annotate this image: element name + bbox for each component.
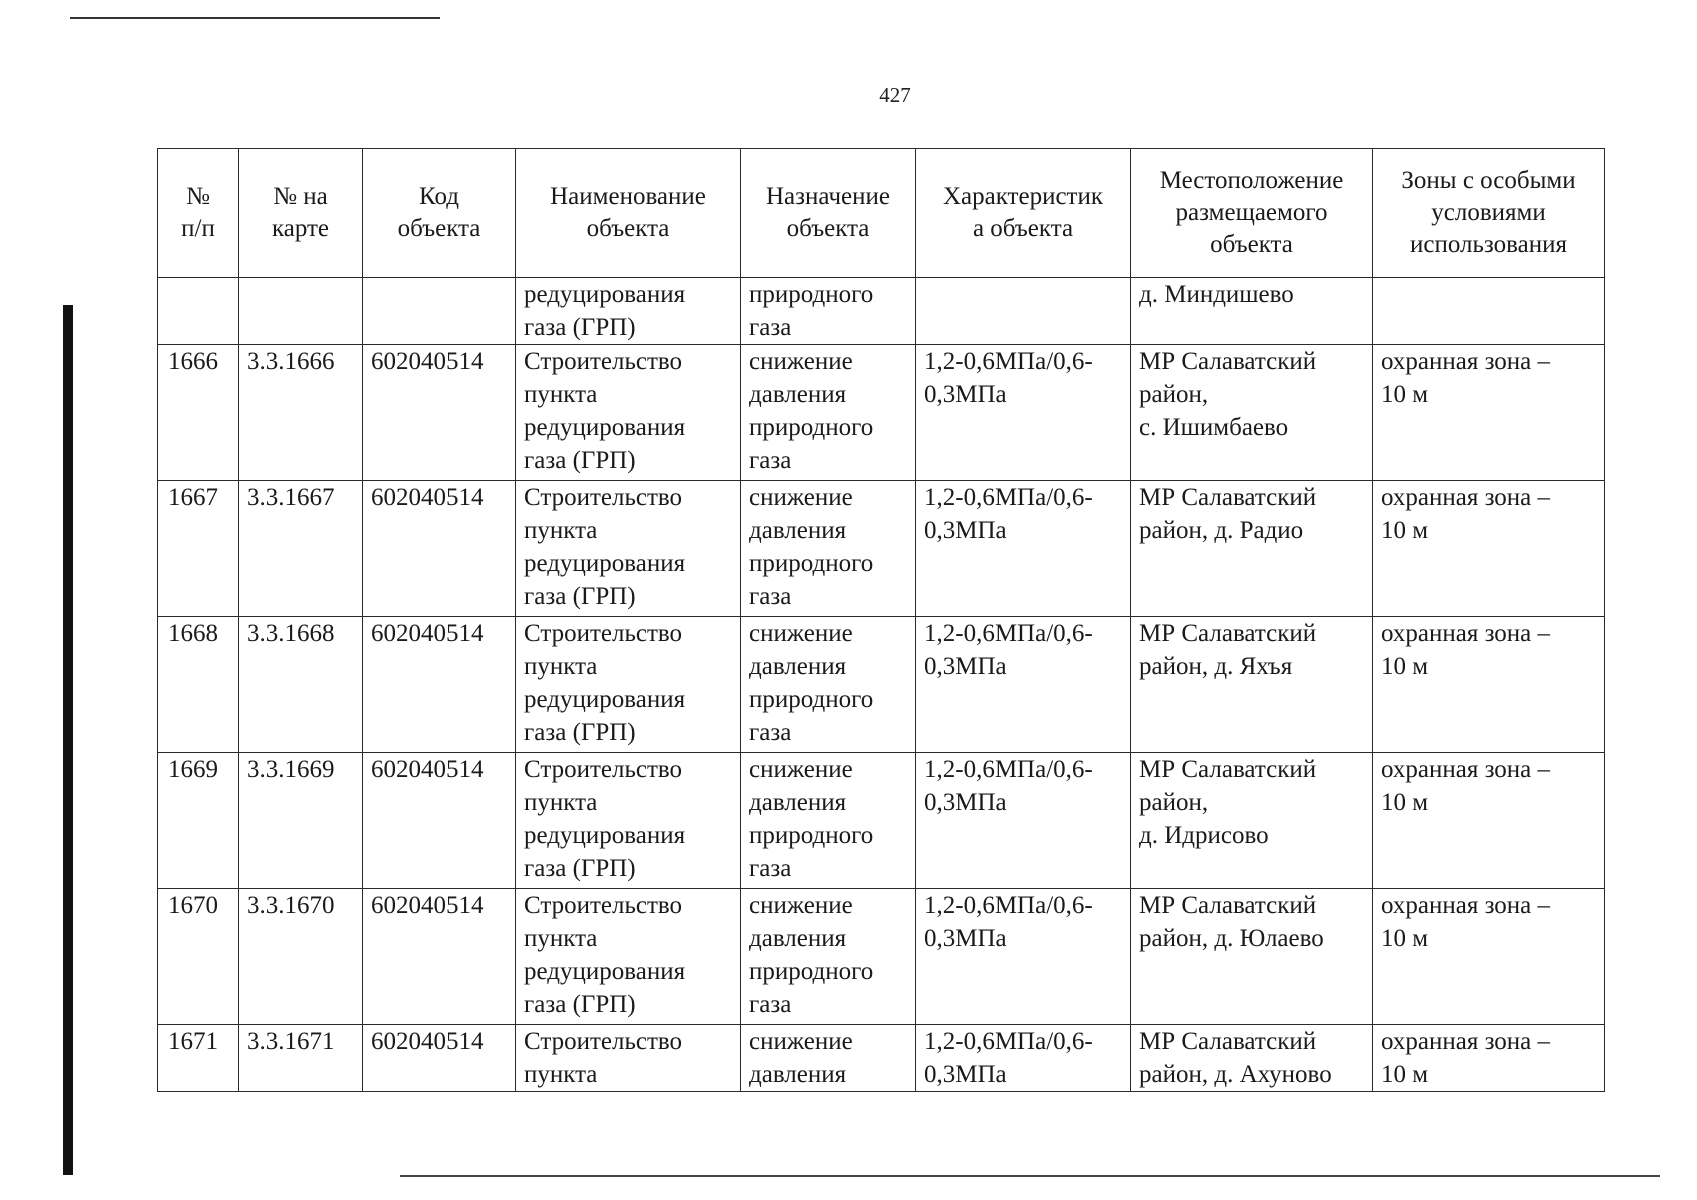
cell-characteristics: 1,2-0,6МПа/0,6- 0,3МПа	[916, 889, 1131, 1025]
cell-object-name: Строительство пункта	[516, 1025, 741, 1092]
header-cell-zones: Зоны с особыми условиями использования	[1373, 149, 1605, 278]
header-cell-row-number: № п/п	[158, 149, 239, 278]
cell-purpose: снижение давления природного газа	[741, 617, 916, 753]
cell-map-number: 3.3.1668	[239, 617, 363, 753]
cell-location: МР Салаватский район, д. Радио	[1131, 481, 1373, 617]
table-cell	[158, 278, 239, 345]
cell-row-number: 1670	[158, 889, 239, 1025]
cell-row-number: 1669	[158, 753, 239, 889]
table-row	[158, 889, 1605, 1025]
bottom-scan-rule	[400, 1175, 1660, 1177]
cell-characteristics: 1,2-0,6МПа/0,6- 0,3МПа	[916, 345, 1131, 481]
cell-map-number: 3.3.1667	[239, 481, 363, 617]
cell-location: МР Салаватский район, д. Юлаево	[1131, 889, 1373, 1025]
page-number: 427	[879, 83, 911, 107]
cell-row-number: 1667	[158, 481, 239, 617]
cell-zones: охранная зона – 10 м	[1373, 889, 1605, 1025]
cell-purpose: снижение давления природного газа	[741, 481, 916, 617]
cell-purpose: снижение давления природного газа	[741, 889, 916, 1025]
cell-object-name: Строительство пункта редуцирования газа (ГРП)	[516, 345, 741, 481]
table-row	[158, 481, 1605, 617]
cell-characteristics: 1,2-0,6МПа/0,6- 0,3МПа	[916, 617, 1131, 753]
header-cell-object-name: Наименование объекта	[516, 149, 741, 278]
table-cell	[916, 278, 1131, 345]
cell-object-code: 602040514	[363, 617, 516, 753]
header-cell-map-number: № на карте	[239, 149, 363, 278]
cell-location: МР Салаватский район, д. Яхъя	[1131, 617, 1373, 753]
cell-object-code: 602040514	[363, 889, 516, 1025]
header-cell-characteristics: Характеристик а объекта	[916, 149, 1131, 278]
table-row	[158, 1025, 1605, 1092]
cell-zones: охранная зона – 10 м	[1373, 1025, 1605, 1092]
cell-purpose: снижение давления природного газа	[741, 753, 916, 889]
cell-zones: охранная зона – 10 м	[1373, 481, 1605, 617]
cell-characteristics: 1,2-0,6МПа/0,6- 0,3МПа	[916, 481, 1131, 617]
cell-object-name: Строительство пункта редуцирования газа (ГРП)	[516, 617, 741, 753]
table-row	[158, 278, 1605, 345]
cell-row-number: 1666	[158, 345, 239, 481]
cell-purpose: снижение давления природного газа	[741, 345, 916, 481]
cell-row-number: 1668	[158, 617, 239, 753]
cell-location: МР Салаватский район, с. Ишимбаево	[1131, 345, 1373, 481]
top-scan-rule	[70, 17, 440, 19]
cell-object-code: 602040514	[363, 753, 516, 889]
cell-object-name: Строительство пункта редуцирования газа (ГРП)	[516, 889, 741, 1025]
header-cell-object-code: Код объекта	[363, 149, 516, 278]
header-cell-location: Местоположение размещаемого объекта	[1131, 149, 1373, 278]
cell-map-number: 3.3.1670	[239, 889, 363, 1025]
cell-zones: охранная зона – 10 м	[1373, 753, 1605, 889]
cell-zones: охранная зона – 10 м	[1373, 617, 1605, 753]
table-cell: природного газа	[741, 278, 916, 345]
table-body	[158, 278, 1605, 1092]
cell-purpose: снижение давления	[741, 1025, 916, 1092]
cell-object-code: 602040514	[363, 481, 516, 617]
cell-row-number: 1671	[158, 1025, 239, 1092]
table-row	[158, 753, 1605, 889]
table-cell: редуцирования газа (ГРП)	[516, 278, 741, 345]
cell-location: МР Салаватский район, д. Ахуново	[1131, 1025, 1373, 1092]
left-binding-edge	[63, 305, 73, 1175]
cell-location: МР Салаватский район, д. Идрисово	[1131, 753, 1373, 889]
table-cell	[363, 278, 516, 345]
cell-map-number: 3.3.1666	[239, 345, 363, 481]
cell-object-name: Строительство пункта редуцирования газа (ГРП)	[516, 481, 741, 617]
cell-map-number: 3.3.1671	[239, 1025, 363, 1092]
objects-table	[157, 148, 1605, 1092]
cell-map-number: 3.3.1669	[239, 753, 363, 889]
table-header	[158, 149, 1605, 278]
header-cell-purpose: Назначение объекта	[741, 149, 916, 278]
table-cell	[239, 278, 363, 345]
table-cell: д. Миндишево	[1131, 278, 1373, 345]
cell-object-code: 602040514	[363, 1025, 516, 1092]
cell-characteristics: 1,2-0,6МПа/0,6- 0,3МПа	[916, 753, 1131, 889]
cell-object-name: Строительство пункта редуцирования газа (ГРП)	[516, 753, 741, 889]
header-row	[158, 149, 1605, 278]
table-row	[158, 617, 1605, 753]
table-cell	[1373, 278, 1605, 345]
cell-object-code: 602040514	[363, 345, 516, 481]
table-row	[158, 345, 1605, 481]
cell-characteristics: 1,2-0,6МПа/0,6- 0,3МПа	[916, 1025, 1131, 1092]
cell-zones: охранная зона – 10 м	[1373, 345, 1605, 481]
